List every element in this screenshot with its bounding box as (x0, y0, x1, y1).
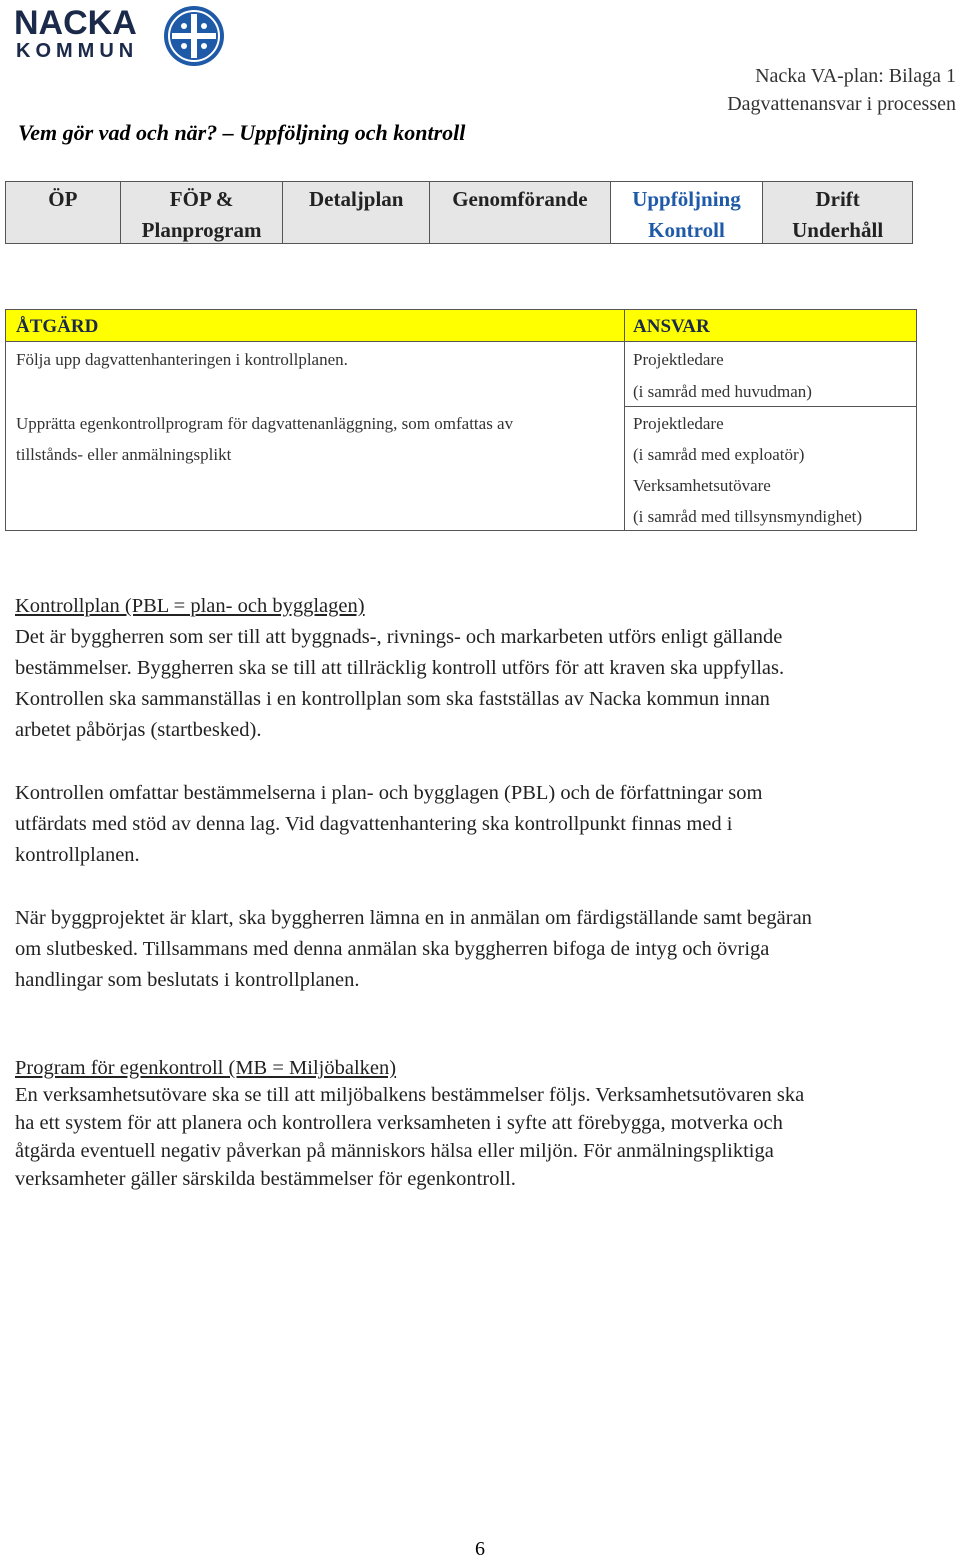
phase-label-line2: Underhåll (792, 218, 884, 242)
process-phase-bar (5, 181, 913, 244)
kontrollplan-p3-line1: När byggprojektet är klart, ska byggherren lämna en in anmälan om färdigställande samt begäran (15, 907, 812, 929)
action-cell-2-line2: tillstånds- eller anmälningsplikt (16, 445, 232, 464)
phase-label: ÖP (48, 187, 78, 211)
nacka-kommun-logo (14, 4, 229, 66)
phase-op (6, 182, 121, 243)
kontrollplan-p2-line1: Kontrollen omfattar bestämmelserna i plan- och bygglagen (PBL) och de författningar som (15, 782, 763, 804)
kontrollplan-p3-line3: handlingar som beslutats i kontrollplanen. (15, 969, 360, 991)
action-responsibility-table (5, 309, 917, 531)
phase-genomforande (430, 182, 611, 243)
responsible-cell-2-line2: (i samråd med exploatör) (633, 445, 805, 464)
responsible-cell-2-line1: Projektledare (633, 414, 724, 433)
column-header-action: ÅTGÄRD (16, 316, 99, 337)
table-header-row (6, 310, 916, 342)
phase-label: Uppföljning (632, 187, 741, 211)
page-number: 6 (475, 1538, 485, 1560)
logo-text-kommun: KOMMUN (16, 40, 139, 62)
phase-label: Genomförande (452, 187, 588, 211)
phase-uppfoljning-kontroll (611, 182, 764, 243)
phase-drift-underhall (763, 182, 912, 243)
kontrollplan-p2-line3: kontrollplanen. (15, 844, 140, 866)
responsible-cell-2-line3: Verksamhetsutövare (633, 476, 771, 495)
egenkontroll-p1-line1: En verksamhetsutövare ska se till att miljöbalkens bestämmelser följs. Verksamhetsutövaren ska (15, 1084, 805, 1106)
egenkontroll-p1-line3: åtgärda eventuell negativ påverkan på människors hälsa eller miljön. För anmälningspliktiga (15, 1140, 774, 1162)
kontrollplan-p1-line2: bestämmelser. Byggherren ska se till att tillräcklig kontroll utförs för att kraven ska uppfyllas. (15, 657, 785, 679)
action-cell-1: Följa upp dagvattenhanteringen i kontrollplanen. (16, 350, 348, 369)
phase-fop-planprogram (121, 182, 284, 243)
egenkontroll-p1-line4: verksamheter gäller särskilda bestämmelser för egenkontroll. (15, 1168, 516, 1190)
phase-label-line2: Kontroll (648, 218, 725, 242)
kontrollplan-p3-line2: om slutbesked. Tillsammans med denna anmälan ska byggherren bifoga de intyg och övriga (15, 938, 770, 960)
phase-label: Detaljplan (308, 187, 404, 211)
kontrollplan-p1-line4: arbetet påbörjas (startbesked). (15, 719, 262, 741)
section-title: Vem gör vad och när? – Uppföljning och kontroll (18, 120, 466, 145)
egenkontroll-heading: Program för egenkontroll (MB = Miljöbalken) (15, 1057, 397, 1079)
responsible-cell-1-line1: Projektledare (633, 350, 724, 369)
kontrollplan-p1-line1: Det är byggherren som ser till att byggnads-, rivnings- och markarbeten utförs enligt gällande (15, 626, 783, 648)
kontrollplan-p1-line3: Kontrollen ska sammanställas i en kontrollplan som ska fastställas av Nacka kommun innan (15, 688, 770, 710)
logo-text-nacka: NACKA (14, 4, 137, 42)
column-header-responsible: ANSVAR (633, 316, 710, 337)
document-subtitle: Dagvattenansvar i processen (727, 93, 956, 115)
document-title: Nacka VA-plan: Bilaga 1 (755, 65, 956, 87)
action-cell-2-line1: Upprätta egenkontrollprogram för dagvattenanläggning, som omfattas av (16, 414, 514, 433)
phase-detaljplan (283, 182, 430, 243)
phase-label-line2: Planprogram (141, 218, 262, 242)
responsible-cell-2-line4: (i samråd med tillsynsmyndighet) (633, 507, 862, 526)
phase-label: Drift (815, 187, 860, 211)
kontrollplan-heading: Kontrollplan (PBL = plan- och bygglagen) (15, 595, 365, 617)
kontrollplan-p2-line2: utfärdats med stöd av denna lag. Vid dagvattenhantering ska kontrollpunkt finnas med i (15, 813, 733, 835)
logo-emblem-icon (162, 4, 226, 68)
phase-label: FÖP & (169, 187, 234, 211)
responsible-cell-1-line2: (i samråd med huvudman) (633, 382, 812, 401)
egenkontroll-p1-line2: ha ett system för att planera och kontrollera verksamheten i syfte att förebygga, motverka och (15, 1112, 783, 1134)
